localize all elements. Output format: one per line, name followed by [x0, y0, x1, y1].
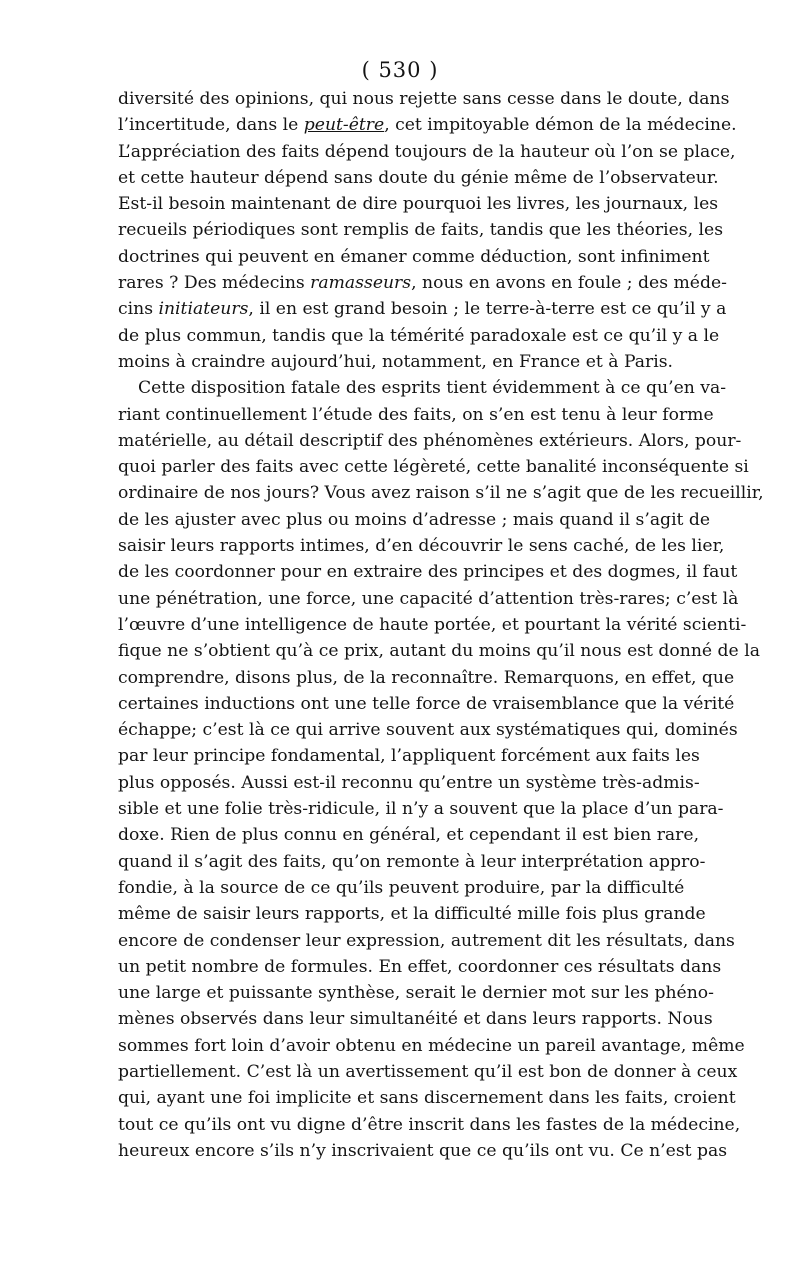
text-segment: quoi parler des faits avec cette légèreté, cette banalité inconséquente si	[118, 457, 749, 478]
text-line	[118, 402, 714, 428]
text-segment: initiateurs	[158, 299, 249, 320]
text-line	[118, 796, 724, 822]
text-line	[118, 980, 714, 1006]
text-line	[118, 454, 749, 480]
text-line	[118, 665, 735, 691]
text-segment: une pénétration, une force, une capacité d’attention très-rares; c’est là	[118, 588, 739, 609]
text-line	[118, 822, 700, 848]
text-line	[118, 191, 719, 217]
text-segment: doctrines qui peuvent en émaner comme déduction, sont infiniment	[118, 246, 710, 267]
text-line	[118, 901, 706, 927]
text-segment: et cette hauteur dépend sans doute du génie même de l’observateur.	[118, 167, 719, 188]
text-line	[118, 244, 710, 270]
text-segment: l’œuvre d’une intelligence de haute portée, et pourtant la vérité scienti-	[118, 614, 747, 635]
text-line	[118, 849, 706, 875]
text-segment: Est-il besoin maintenant de dire pourquoi les livres, les journaux, les	[118, 194, 719, 215]
text-segment: Cette disposition fatale des esprits tient évidemment à ce qu’en va-	[138, 378, 727, 399]
text-segment: sommes fort loin d’avoir obtenu en médecine un pareil avantage, même	[118, 1035, 745, 1056]
text-line	[118, 296, 727, 322]
text-line	[118, 86, 730, 112]
text-line	[118, 112, 737, 138]
text-segment: , il en est grand besoin ; le terre-à-terre est ce qu’il y a	[248, 299, 727, 320]
text-segment: de les coordonner pour en extraire des principes et des dogmes, il faut	[118, 562, 738, 583]
text-segment: partiellement. C’est là un avertissement qu’il est bon de donner à ceux	[118, 1061, 738, 1082]
text-line	[118, 428, 742, 454]
text-segment: tout ce qu’ils ont vu digne d’être inscrit dans les fastes de la médecine,	[118, 1114, 741, 1135]
text-line	[118, 1033, 745, 1059]
text-segment: riant continuellement l’étude des faits, on s’en est tenu à leur forme	[118, 404, 714, 425]
text-segment: même de saisir leurs rapports, et la difficulté mille fois plus grande	[118, 904, 706, 925]
text-line	[118, 1138, 728, 1164]
text-segment: cins	[118, 299, 159, 320]
text-line	[118, 349, 680, 375]
text-segment: une large et puissante synthèse, serait le dernier mot sur les phéno-	[118, 983, 714, 1004]
text-segment: qui, ayant une foi implicite et sans discernement dans les faits, croient	[118, 1088, 736, 1109]
text-line	[118, 559, 738, 585]
text-segment: échappe; c’est là ce qui arrive souvent aux systématiques qui, dominés	[118, 720, 738, 741]
text-segment: recueils périodiques sont remplis de faits, tandis que les théories, les	[118, 220, 724, 241]
text-line	[118, 717, 738, 743]
text-segment: ordinaire de nos jours? Vous avez raison s’il ne s’agit que de les recueillir,	[118, 483, 764, 504]
text-segment: quand il s’agit des faits, qu’on remonte à leur interprétation appro-	[118, 851, 706, 872]
body-text	[118, 86, 764, 1164]
text-line	[118, 217, 724, 243]
text-segment: un petit nombre de formules. En effet, coordonner ces résultats dans	[118, 956, 722, 977]
text-segment: doxe. Rien de plus connu en général, et cependant il est bien rare,	[118, 825, 700, 846]
text-segment: mènes observés dans leur simultanéité et dans leurs rapports. Nous	[118, 1009, 713, 1030]
text-segment: matérielle, au détail descriptif des phénomènes extérieurs. Alors, pour-	[118, 430, 742, 451]
text-segment: ramasseurs	[310, 273, 412, 294]
text-segment: l’incertitude, dans le	[118, 115, 304, 136]
text-line	[118, 1059, 738, 1085]
text-segment: , nous en avons en foule ; des méde-	[411, 273, 727, 294]
text-segment: plus opposés. Aussi est-il reconnu qu’entre un système très-admis-	[118, 772, 700, 793]
text-line	[118, 638, 760, 664]
text-segment: moins à craindre aujourd’hui, notamment, en France et à Paris.	[118, 351, 673, 372]
text-line	[118, 875, 685, 901]
text-line	[118, 507, 711, 533]
text-line	[118, 270, 727, 296]
text-line	[118, 480, 764, 506]
text-line	[118, 770, 700, 796]
text-line	[118, 533, 725, 559]
text-segment: L’appréciation des faits dépend toujours de la hauteur où l’on se place,	[118, 141, 736, 162]
text-segment: saisir leurs rapports intimes, d’en découvrir le sens caché, de les lier,	[118, 536, 725, 557]
text-segment: , cet impitoyable démon de la médecine.	[384, 115, 737, 136]
text-line	[118, 612, 747, 638]
text-segment: heureux encore s’ils n’y inscrivaient que ce qu’ils ont vu. Ce n’est pas	[118, 1140, 728, 1161]
text-line	[118, 1006, 713, 1032]
text-line	[118, 375, 727, 401]
text-segment: fique ne s’obtient qu’à ce prix, autant du moins qu’il nous est donné de la	[118, 641, 760, 662]
text-segment: peut-être	[303, 115, 385, 136]
text-segment: de les ajuster avec plus ou moins d’adresse ; mais quand il s’agit de	[118, 509, 711, 530]
text-line	[118, 743, 700, 769]
text-line	[118, 323, 720, 349]
page-number: ( 530 )	[361, 58, 439, 82]
text-line	[118, 1112, 741, 1138]
text-line	[118, 691, 735, 717]
text-segment: comprendre, disons plus, de la reconnaître. Remarquons, en effet, que	[118, 667, 735, 688]
text-line	[118, 139, 736, 165]
text-line	[118, 928, 735, 954]
text-line	[118, 165, 719, 191]
text-segment: encore de condenser leur expression, autrement dit les résultats, dans	[118, 930, 735, 951]
text-segment: sible et une folie très-ridicule, il n’y a souvent que la place d’un para-	[118, 799, 724, 820]
text-segment: certaines inductions ont une telle force de vraisemblance que la vérité	[118, 693, 735, 714]
text-segment: par leur principe fondamental, l’appliquent forcément aux faits les	[118, 746, 700, 767]
text-segment: rares ? Des médecins	[118, 273, 311, 294]
text-segment: de plus commun, tandis que la témérité paradoxale est ce qu’il y a le	[118, 325, 720, 346]
text-line	[118, 1085, 736, 1111]
text-segment: fondie, à la source de ce qu’ils peuvent produire, par la difficulté	[118, 877, 685, 898]
text-line	[118, 954, 722, 980]
text-segment: diversité des opinions, qui nous rejette sans cesse dans le doute, dans	[118, 89, 730, 109]
text-line	[118, 586, 739, 612]
